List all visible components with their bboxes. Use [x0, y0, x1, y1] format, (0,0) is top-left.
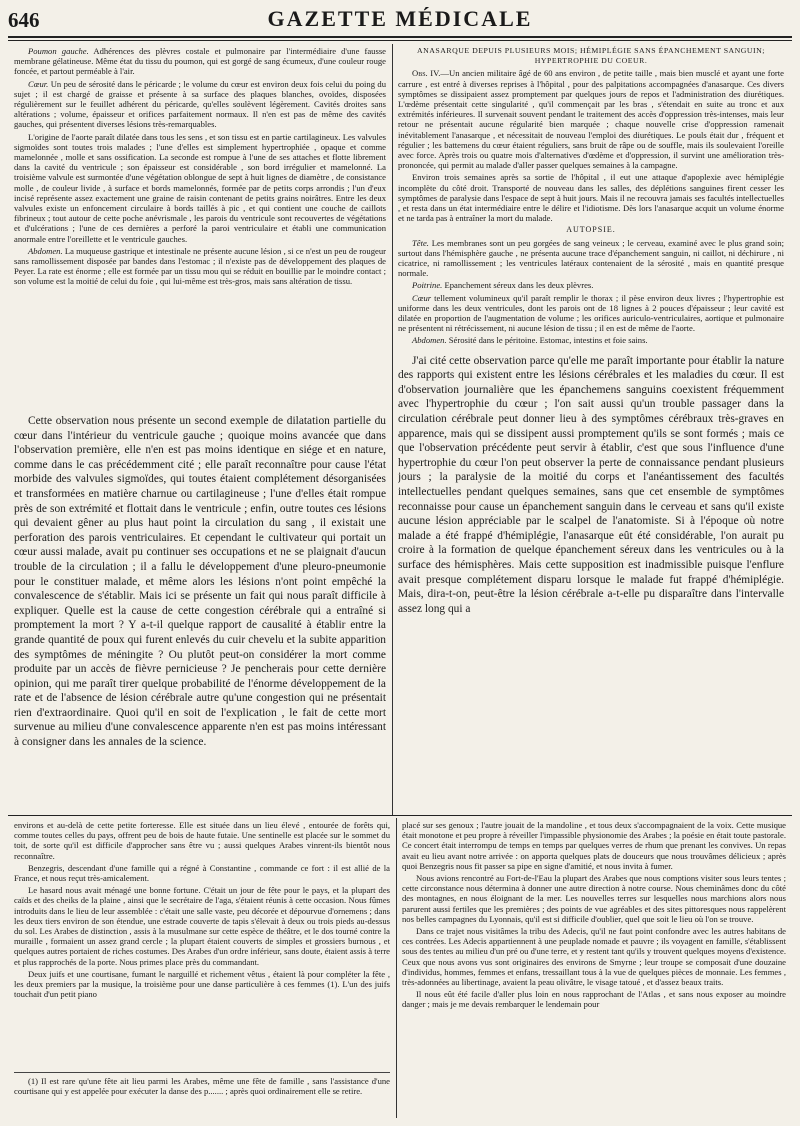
footnote-rule: [14, 1072, 390, 1073]
feuilleton-paragraph: Deux juifs et une courtisane, fumant le narguillé et richement vêtus , étaient là pour compléter la fête , les deux premiers par la musique, la troisième pour une danse particulière à ces femmes (1). L'un des juifs touchait d'un petit piano: [14, 968, 390, 1000]
autopsy-paragraph: Tête. Les membranes sont un peu gorgées de sang veineux ; le cerveau, examiné avec le plus grand soin; surtout dans l'hémisphère gauche , ne présenta aucune trace d'épanchement sanguin, ni caillot, ni déchirure , ni cicatrice, ni ramollissement ; les ventricules latéraux contenaient de la sérosité , mais en quantité presque normale.: [398, 237, 784, 279]
page-number: 646: [8, 8, 40, 32]
observation-paragraph: Obs. IV.—Un ancien militaire âgé de 60 ans environ , de petite taille , mais bien musclé et ayant une forte carrure , est entré à diverses reprises à l'hôpital , pour des palpitations accompagnées d'anasarque. Ces divers symptômes se dissipaient assez promptement par quelques jours de repos et l'administration des diurétiques. L'œdème présentait cette singularité , qu'il commençait par les bras , s'étendait en suite au tronc et aux extrémités inférieures. Il survenait souvent pendant le traitement des accès d'oppression très-intenses, mais leur retour ne présentait aucune régularité bien marquée ; chaque nouvelle crise d'oppression ramenait inévitablement l'anasarque , et nécessitait de nouveau l'emploi des diurétiques. Le pouls était dur , fréquent et régulier ; les battemens du cœur étaient réguliers, sans bruit de râpe ou de souffle, mais ils soulevaient l'oreille avec force. Après trois ou quatre mois d'alternatives d'œdème et d'oppression, il survint une amélioration très-prononcée, qui permit au malade d'aller passer quelques semaines à la campagne.: [398, 68, 784, 171]
footnote: [14, 1076, 390, 1120]
finding-paragraph: Cœur. Un peu de sérosité dans le péricarde ; le volume du cœur est environ deux fois celui du poing du sujet ; il est chargé de graisse et présente à sa surface des plaques blanches, ovoïdes, disposées régulièrement sur le feuillet adhérent du péricarde, qu'elles soulèvent légèrement. Cavités droites sans altérations ; volume, épaisseur et orifices parfaitement normaux. Il n'en est pas de même des cavités gauches, qui présentent diverses lésions très-remarquables.: [14, 78, 386, 130]
feuilleton-right: [402, 820, 786, 1120]
feuilleton-paragraph: Nous avions rencontré au Fort-de-l'Eau la plupart des Arabes que nous comptions visiter sous leurs tentes ; cette circonstance nous détermina à donner une autre direction à notre course. Nous cheminâmes donc du côté des montagnes, en nous éloignant de la mer. Les nouvelles terres sur lesquelles nous marchions alors nous parurent aussi fertiles que les premières ; des points de vue agréables et des sites pittoresques nous rappelèrent nos belles campagnes du Lyonnais, qu'il est si difficile d'oublier, quel que soit le lieu où l'on se trouve.: [402, 873, 786, 924]
feuilleton-paragraph: Il nous eût été facile d'aller plus loin en nous rapprochant de l'Atlas , et sans nous exposer au moindre danger ; mais je me devais rembarquer le lendemain pour: [402, 989, 786, 1010]
autopsy-findings-left: [14, 46, 386, 412]
finding-paragraph: L'origine de l'aorte paraît dilatée dans tous les sens , et son tissu est en partie cartilagineux. Les valvules sigmoïdes sont toutes trois malades ; l'une d'elles est simplement hypertrophiée , opaque et comme mamelonnée , molle et sans ossification. La seconde est rompue à l'une de ses attaches et flotte librement dans la cavité du ventricule ; son épaisseur est considérable , son bord irrégulier et mamelonné. La troisième valvule est surmontée d'une végétation oblongue de sept à huit lignes de diamètre , de consistance molle , de couleur livide , à surface et bords mamelonnés, formée par de petits corps arrondis ; l'un d'eux incisé représente assez exactement une graine de raisin contenant de petits grains noirâtres. Entre les deux valvules existe un enfoncement circulaire à bords taillés à pic , et qui contient une couche de caillots fibrineux ; tout autour de cette poche anévrismale , les parois du ventricule sont recouvertes de végétations et d'ulcérations ; l'une de ces dernières a perforé la paroi ventriculaire et établi une communication anormale entre l'oreillette et le ventricule gauches.: [14, 131, 386, 244]
autopsy-title: AUTOPSIE.: [566, 225, 616, 235]
finding-paragraph: Poumon gauche. Adhérences des plèvres costale et pulmonaire par l'intermédiaire d'une fausse membrane gélatineuse. Même état du tissu du poumon, qui est gorgé de sang écumeux, d'une couleur rouge foncée, et partout perméable à l'air.: [14, 46, 386, 77]
finding-paragraph: Abdomen. La muqueuse gastrique et intestinale ne présente aucune lésion , si ce n'est un peu de rougeur sans ramollissement disposée par bandes dans l'estomac ; il n'existe pas de développement des plaques de Peyer. La rate est énorme ; elle est formée par un tissu mou qui se réduit en bouillie par le moindre contact ; son volume est la moitié de celui du foie , qui lui-même est très-gros, mais sans altération de tissu.: [14, 245, 386, 287]
feuilleton-paragraph: environs et au-delà de cette petite forteresse. Elle est située dans un lieu élevé , entourée de forêts qui, comme toutes celles du pays, offrent peu de bois de haute futaie. Une sentinelle est placée sur le sommet du toit, de sorte qu'il est difficile d'approcher sans être vu ; aussi quelques Arabes vinrent-ils bientôt nous reconnaître.: [14, 820, 390, 861]
observation-heading: ANASARQUE DEPUIS PLUSIEURS MOIS; HÉMIPLÉGIE SANS ÉPANCHEMENT SANGUIN; HYPERTROPHIE DU COEUR.: [417, 46, 765, 66]
observation-paragraph: Environ trois semaines après sa sortie de l'hôpital , il eut une attaque d'apoplexie avec hémiplégie incomplète du côté droit. Transporté de nouveau dans les salles, des déplétions sanguines firent cesser les symptômes de paralysie dans l'espace de sept à huit jours. Mais il ne recouvra jamais ses facultés intellectuelles , et resta dans un état intermédiaire entre le délire et l'idiotisme. Dès lors l'anasarque acquit un volume énorme et ne tarda pas à entraîner la mort du malade.: [398, 172, 784, 224]
commentary-paragraph: Cette observation nous présente un second exemple de dilatation partielle du cœur dans l'intérieur du ventricule gauche ; quoique moins avancée que dans l'observation première, elle n'en est pas moins identique en siége et en nature, comme dans le cas précédemment cité ; elle paraît reconnaître pour cause l'état morbide des valvules sigmoïdes, qui toutes étaient complétement désorganisées et transformées en matière charnue ou cartilagineuse ; l'une d'elles était rompue près de son extrémité et flottait dans le ventricule ; enfin, outre toutes ces lésions qui devaient gêner au plus haut point la circulation du sang , il existait une perforation des parois ventriculaires. Et cependant le cultivateur qui portait un cœur aussi malade, avait pu continuer ses occupations et ne se plaignait d'aucun trouble de la circulation ; il a fallu le développement d'une pleuro-pneumonie pour le constituer malade, et même alors les lésions n'ont point empêché la convalescence de s'établir. Mais ici se présente un fait qui nous paraît difficile à expliquer. Quelle est la cause de cette congestion cérébrale qui a entraîné si promptement la mort ? Y a-t-il quelque rapport de causalité à établir entre la grande quantité de poux qui furent enlevés du cuir chevelu et la subite apparition des symptômes de méningite ? Ou plutôt peut-on considérer la mort comme produite par un accès de fièvre pernicieuse ? Je pencherais pour cette dernière opinion, qui me paraît tirer quelque probabilité de l'énorme développement de la rate et de l'absence de lésion cérébrale autre qu'une congestion qui ne présentait rien d'extraordinaire. Quoi qu'il en soit de l'explication , le fait de cette mort survenue au milieu d'une convalescence apparente n'en est pas moins intéressant à consigner dans les annales de la science.: [14, 415, 386, 749]
feuilleton-rule: [8, 815, 792, 816]
column-divider-top: [392, 44, 393, 816]
observation-right: [398, 46, 784, 810]
feuilleton-left: [14, 820, 390, 1070]
page-title: GAZETTE MÉDICALE: [267, 6, 533, 31]
autopsy-paragraph: Abdomen. Sérosité dans le péritoine. Estomac, intestins et foie sains.: [412, 335, 648, 346]
commentary-paragraph: J'ai cité cette observation parce qu'elle me paraît importante pour établir la nature des rapports qui existent entre les lésions cérébrales et les maladies du cœur. Il est d'observation journalière que les épanchemens sanguins coexistent fréquemment avec l'hypertrophie du cœur ; l'on sait aussi qu'un trouble passager dans la circulation cérébrale peut donner lieu à des symptômes cérébraux très-graves en apparence, mais qui se dissipent aussi promptement qu'ils se sont formés ; mais ce que l'observation précédente peut servir à établir, c'est que sous l'influence d'une hypertrophie du cœur l'on peut observer la perte de connaissance pendant plusieurs jours ; la paralysie de la moitié du corps et l'anéantissement des facultés intellectuelles pendant quelques semaines, sans que cet ensemble de symptômes reconnaisse pour cause un épanchement sanguin dans le cerveau et sans qu'il existe aucune lésion appréciable par le scalpel de l'anatomiste. Si à l'époque où notre malade a été frappé d'hémiplégie, l'anasarque eût été considérable, l'on aurait pu croire à la formation de quelque épanchement séreux dans les ventricules ou à la surface des hémisphères. Mais cette supposition est inadmissible puisque l'enflure avait presque complétement disparu lorsque le malade fut frappé d'hémiplégie. Mais, dira-t-on, peut-être la lésion cérébrale a-t-elle pu disparaître dans l'intervalle assez long qui a: [398, 354, 784, 615]
feuilleton-paragraph: placé sur ses genoux ; l'autre jouait de la mandoline , et tous deux s'accompagnaient de la voix. Cette musique était monotone et peu propre à réveiller l'impassible physionomie des Arabes ; la poésie en était toute pastorale. Ce concert était interrompu de temps en temps par quelques verres de rhum que prenant les convives. Un repas avait eu lieu avant notre arrivée : on apporta quelques plats de douceurs que nous trouvâmes délicieux ; après quoi Benzegris nous fit passer sa pipe en signe d'amitié, et nous invita à fumer.: [402, 820, 786, 871]
header-rule-thin: [8, 40, 792, 41]
feuilleton-paragraph: Benzegris, descendant d'une famille qui a régné à Constantine , commande ce fort : il est allié de la France, et nous reçut très-amicalement.: [14, 862, 390, 884]
column-divider-bottom: [396, 818, 397, 1118]
autopsy-paragraph: Poitrine. Epanchement séreux dans les deux plèvres.: [412, 280, 594, 291]
feuilleton-paragraph: Dans ce trajet nous visitâmes la tribu des Adecis, qu'il ne faut point confondre avec les autres habitans de ces contrées. Les Adecis appartiennent à une peuplade nomade et pauvre ; ils voyagent en famille, s'établissent sous des tentes au milieu d'un pré ou d'une terre, et y restent tant qu'ils y trouvent quelques moyens d'existence. Ceux que nous avons vus sont originaires des environs de Smyrne ; leur troupe se composait d'une douzaine d'individus, hommes, femmes et enfans, tressaillant tous à la vue de quelques pièces de monnaie. Les femmes , très-adonnées au libertinage, avaient la peau olivâtre, le visage tatoué , et d'assez beaux traits.: [402, 926, 786, 988]
feuilleton-paragraph: Le hasard nous avait ménagé une bonne fortune. C'était un jour de fête pour le pays, et la plupart des caïds et des cheiks de la plaine , ainsi que le secrétaire de l'aga, s'étaient réunis à cette occasion. Nous fûmes introduits dans le lieu de leur assemblée : c'était une salle vaste, peu décorée et dépourvue d'ornemens ; dans les deux tiers environ de son étendue, une estrade couverte de tapis s'élevait à deux ou trois pieds au-dessus du sol. Les Arabes de distinction , assis à la musulmane sur cette espèce de théâtre, et le dos tourné contre la muraille , formaient un assez grand cercle ; la plupart étaient couverts de simples et grossiers burnous , et quelques autres portaient de riches costumes. Des Arabes d'un ordre inférieur, sans doute, étaient assis à terre et plus rapprochés de la porte. Nous primes place près du commandant.: [14, 885, 390, 967]
header-rule: [8, 36, 792, 38]
autopsy-paragraph: Cœur tellement volumineux qu'il paraît remplir le thorax ; il pèse environ deux livres ; l'hypertrophie est uniforme dans les deux ventricules, dont les parois ont de 18 lignes à 2 pouces d'épaisseur ; leur cavité est dilatée en proportion de l'augmentation de volume ; les orifices auriculo-ventriculaires, aortique et pulmonaire ne présentent ni rétrécissement, ni aucune lésion de tissu ; il en est de même de l'aorte.: [398, 292, 784, 334]
footnote-text: (1) Il est rare qu'une fête ait lieu parmi les Arabes, même une fête de famille , sans l'assistance d'une courtisane qui y est appelée pour exécuter la danse des p....... ; après quoi ordinairement elle se retire.: [14, 1076, 390, 1097]
commentary-left: [14, 414, 386, 812]
